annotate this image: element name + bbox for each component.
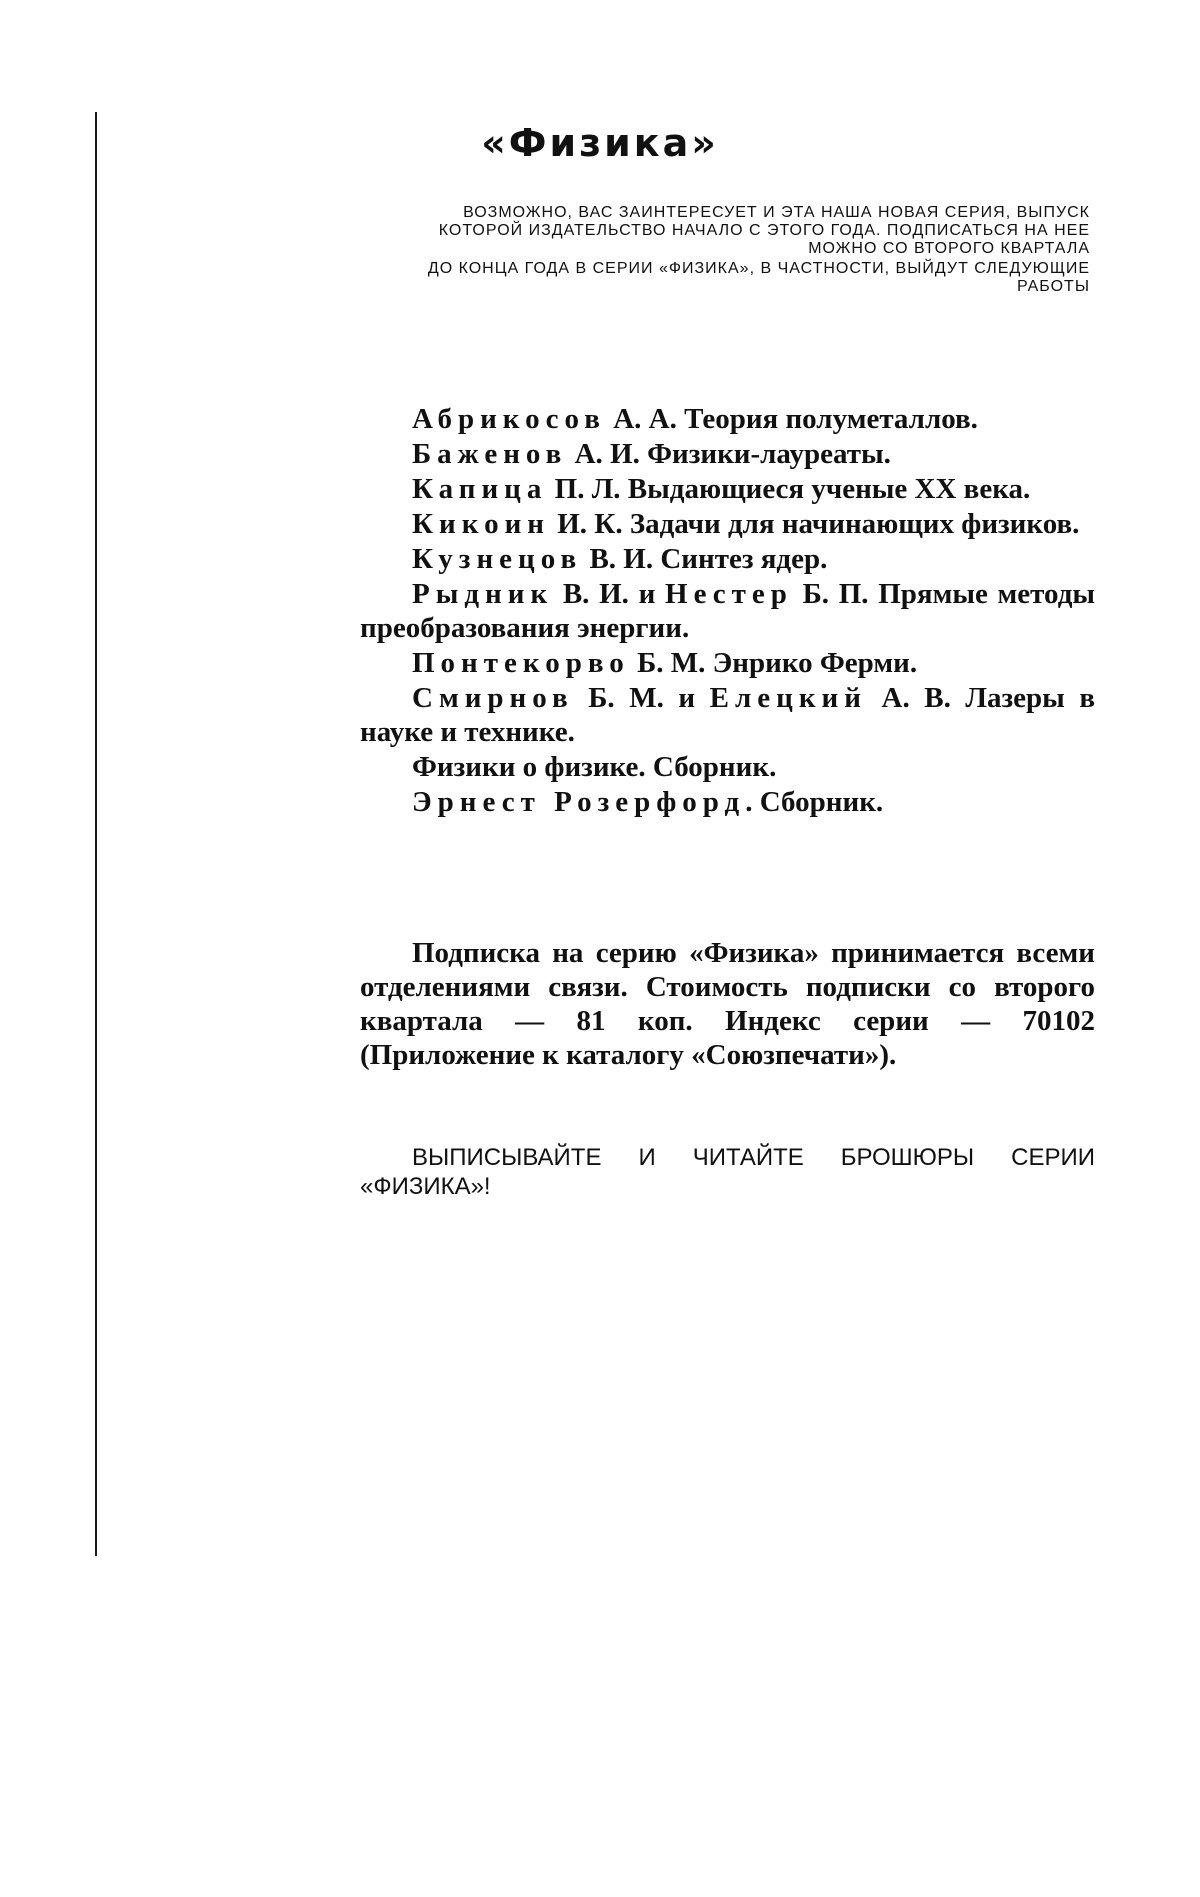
work-details: А. А. Теория полуметаллов. xyxy=(605,403,978,435)
work-item xyxy=(360,507,1095,541)
work-item xyxy=(360,472,1095,506)
work-author: Кикоин xyxy=(412,508,550,540)
work-details: Физики о физике. Сборник. xyxy=(412,751,777,783)
margin-rule xyxy=(95,112,97,1556)
series-title: «Физика» xyxy=(481,121,719,165)
work-details: Б. П. Прямые методы преобразования энергии. xyxy=(360,578,1096,644)
work-item xyxy=(360,402,1095,436)
work-author: Абрикосов xyxy=(412,403,606,435)
work-coauthor: Елецкий xyxy=(709,682,867,714)
work-coauthor: Нестер xyxy=(665,578,793,610)
work-details: В. И. Синтез ядер. xyxy=(582,543,828,575)
work-author: Капица xyxy=(412,473,548,505)
work-details: А. В. Лазеры в науке и технике. xyxy=(360,682,1095,748)
work-item xyxy=(360,681,1095,749)
works-list xyxy=(360,402,1095,820)
work-author: Эрнест Розерфорд xyxy=(412,786,746,818)
work-details: Б. М. Энрико Ферми. xyxy=(629,647,918,679)
work-details: В. И. и xyxy=(553,578,666,610)
work-item xyxy=(360,542,1095,576)
call-to-action: ВЫПИСЫВАЙТЕ И ЧИТАЙТЕ БРОШЮРЫ СЕРИИ «ФИЗИКА»! xyxy=(360,1144,1095,1200)
subscription-paragraph: Подписка на серию «Физика» принимается всеми отделениями связи. Стоимость подписки со второго квартала — 81 коп. Индекс серии — 70102 (Приложение к каталогу «Союзпечати»). xyxy=(360,937,1095,1071)
work-details: И. К. Задачи для начинающих физиков. xyxy=(549,508,1080,540)
intro-paragraph: ВОЗМОЖНО, ВАС ЗАИНТЕРЕСУЕТ И ЭТА НАША НОВАЯ СЕРИЯ, ВЫПУСК КОТОРОЙ ИЗДАТЕЛЬСТВО НАЧАЛО С ЭТОГО ГОДА. ПОДПИСАТЬСЯ НА НЕЕ МОЖНО СО ВТОРОГО КВАРТАЛА xyxy=(438,204,1090,257)
work-details: П. Л. Выдающиеся ученые XX века. xyxy=(547,473,1031,505)
work-details: . Сборник. xyxy=(745,786,884,818)
work-item xyxy=(360,577,1095,645)
work-author: Баженов xyxy=(412,438,568,470)
work-author: Рыдник xyxy=(412,578,554,610)
work-item xyxy=(360,750,1095,784)
work-details: Б. М. и xyxy=(573,682,710,714)
work-item xyxy=(360,785,1095,819)
intro-block xyxy=(420,204,1090,296)
work-author: Понтекорво xyxy=(412,647,630,679)
work-author: Кузнецов xyxy=(412,543,583,575)
work-details: А. И. Физики-лауреаты. xyxy=(567,438,891,470)
work-item xyxy=(360,437,1095,471)
intro-paragraph: ДО КОНЦА ГОДА В СЕРИИ «ФИЗИКА», В ЧАСТНОСТИ, ВЫЙДУТ СЛЕДУЮЩИЕ РАБОТЫ xyxy=(427,260,1090,295)
work-item xyxy=(360,646,1095,680)
work-author: Смирнов xyxy=(412,682,574,714)
